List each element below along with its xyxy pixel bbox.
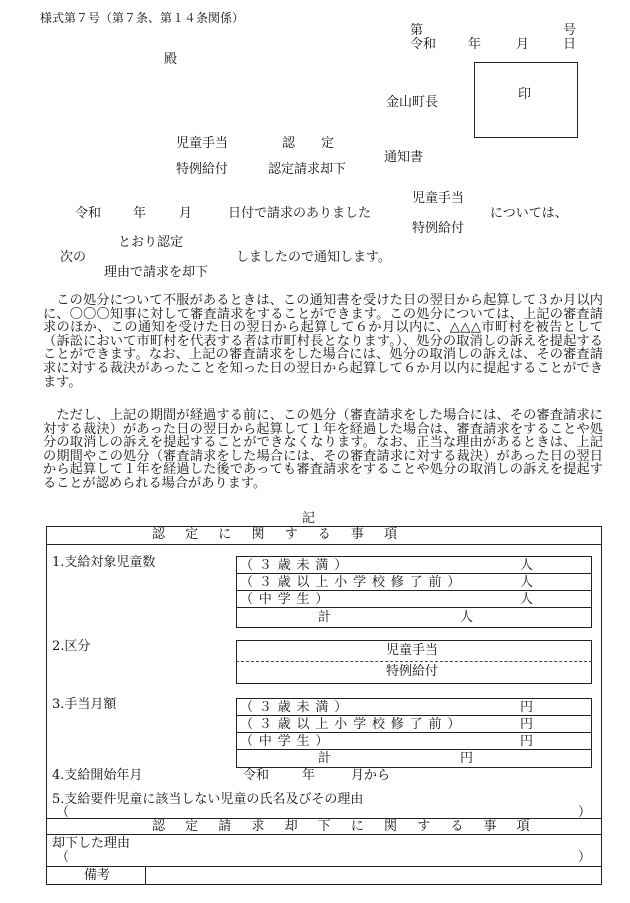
non-eligible-children-label: 5.支給要件児童に該当しない児童の氏名及びその理由 — [52, 792, 364, 807]
remarks-label: 備考 — [84, 868, 111, 883]
table-rule — [46, 544, 602, 545]
yen-unit: 円 — [520, 717, 534, 732]
table-rule — [236, 732, 592, 733]
monthly-amount-label: 3.手当月額 — [52, 697, 117, 712]
start-era: 令和 — [243, 768, 270, 783]
remarks-divider — [145, 866, 146, 884]
body-month: 月 — [179, 206, 193, 221]
table-rule — [236, 749, 592, 750]
remarks-field[interactable] — [147, 867, 599, 882]
start-year: 年 — [302, 768, 316, 783]
age-middle-label: （中学生） — [240, 592, 335, 607]
body-year: 年 — [133, 206, 147, 221]
child-count-label: 1.支給対象児童数 — [52, 555, 156, 570]
persons-unit: 人 — [520, 592, 534, 607]
ki-heading: 記 — [302, 511, 316, 526]
body-next: 次の — [60, 250, 87, 265]
body-regarding: については、 — [490, 206, 568, 221]
yen-unit: 円 — [520, 700, 534, 715]
issuer-name: 金山町長 — [386, 95, 439, 110]
start-month-from: 月から — [351, 768, 391, 783]
date-era: 令和 — [410, 37, 437, 52]
table-rule — [236, 590, 592, 591]
table-rule — [236, 573, 592, 574]
paren-open: （ — [56, 850, 70, 865]
paren-close: ） — [578, 805, 592, 820]
body-allowance: 児童手当 — [412, 191, 465, 206]
category-divider — [236, 661, 592, 662]
persons-unit: 人 — [520, 575, 534, 590]
age-3-to-elem-label: （３歳以上小学校修了前） — [240, 717, 467, 732]
table-rule — [46, 834, 602, 835]
title-allowance: 児童手当 — [176, 136, 229, 151]
title-reject: 認定請求却下 — [268, 162, 347, 177]
total-label: 計 — [318, 751, 332, 766]
paren-close: ） — [578, 850, 592, 865]
yen-unit: 円 — [520, 734, 534, 749]
age-under3-label: （３歳未満） — [240, 558, 354, 573]
rejection-section-header: 認定請求却下に関する事項 — [152, 819, 550, 834]
rejection-reason-label: 却下した理由 — [52, 836, 131, 851]
body-reject-reason: 理由で請求を却下 — [104, 265, 209, 280]
table-rule — [236, 607, 592, 608]
addressee-suffix: 殿 — [164, 52, 178, 67]
category-label: 2.区分 — [52, 639, 91, 654]
title-notice: 通知書 — [384, 150, 424, 165]
body-notified: しましたので通知します。 — [236, 250, 391, 265]
date-year: 年 — [468, 37, 482, 52]
appeal-notice-paragraph-2: ただし、上記の期間が経過する前に、この処分（審査請求をした場合には、その審査請求に対する裁決）があった日の翌日から起算して１年を経過した場合は、審査請求をすることや処分の取消しの訴えを提起することができなくなります。なお、正当な理由があるときは、上記の期間やこの処分（審査請求をした場合には、その審査請求に対する裁決）があった日の翌日から起算して１年を経過した後であっても審査請求をすることや処分の取消しの訴えを提起することが認められる場合があります。 — [43, 408, 603, 491]
document-number-prefix: 第 — [410, 23, 424, 38]
document-number-suffix: 号 — [563, 23, 577, 38]
paren-open: （ — [56, 805, 70, 820]
body-special: 特例給付 — [412, 221, 465, 236]
certified-section-header: 認定に関する事項 — [152, 527, 418, 542]
appeal-notice-paragraph-1: この処分について不服があるときは、この通知書を受けた日の翌日から起算して３か月以内に、〇〇〇知事に対して審査請求をすることができます。この処分については、上記の審査請求のほか、この通知を受けた日の翌日から起算して６か月以内に、△△△市町村を被告として（訴訟において市町村を代表する者は市町村長となります。）、処分の取消しの訴えを提起することができます。なお、上記の審査請求をした場合には、処分の取消しの訴えは、その審査請求に対する裁決があったことを知った日の翌日から起算して６か月以内に提起することができます。 — [43, 293, 603, 390]
seal-mark: 印 — [518, 87, 532, 102]
body-date-phrase: 日付で請求のありました — [228, 206, 372, 221]
form-number-label: 様式第７号（第７条、第１４条関係） — [40, 11, 245, 25]
age-3-to-elem-label: （３歳以上小学校修了前） — [240, 575, 467, 590]
category-allowance: 児童手当 — [386, 643, 439, 658]
total-label: 計 — [318, 610, 332, 625]
date-month: 月 — [516, 37, 530, 52]
age-under3-label: （３歳未満） — [240, 700, 354, 715]
start-month-label: 4.支給開始年月 — [52, 768, 143, 783]
persons-unit: 人 — [460, 610, 474, 625]
body-as-certified: とおり認定 — [118, 235, 184, 250]
persons-unit: 人 — [520, 558, 534, 573]
date-day: 日 — [563, 37, 577, 52]
body-era: 令和 — [75, 206, 102, 221]
table-rule — [236, 715, 592, 716]
title-special: 特例給付 — [176, 162, 229, 177]
age-middle-label: （中学生） — [240, 734, 335, 749]
yen-unit: 円 — [460, 751, 474, 766]
title-certify: 認 定 — [282, 136, 335, 151]
category-special: 特例給付 — [386, 664, 439, 679]
